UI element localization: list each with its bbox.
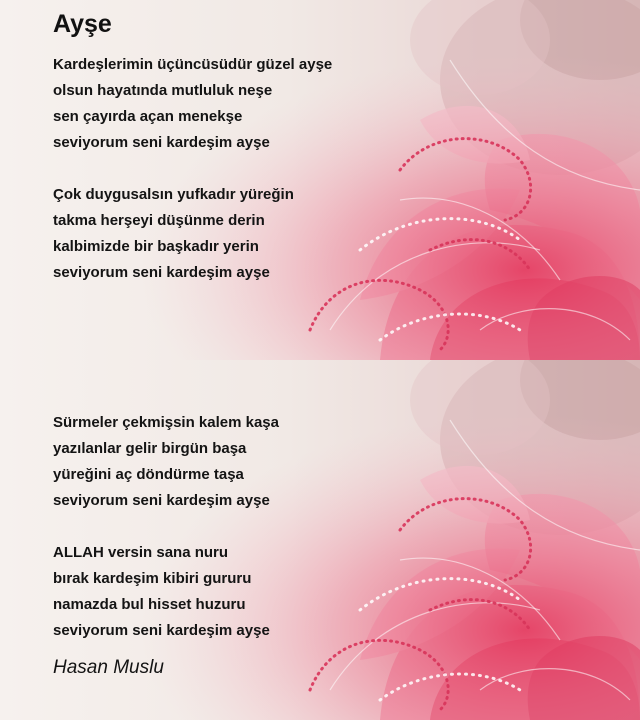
- stanza-4: [53, 540, 270, 644]
- stanza-2: [53, 182, 294, 286]
- poem-title: Ayşe: [53, 10, 112, 38]
- poem-line: seviyorum seni kardeşim ayşe: [53, 264, 270, 281]
- poem-line: olsun hayatında mutluluk neşe: [53, 82, 273, 99]
- poem-line: Kardeşlerimin üçüncüsüdür güzel ayşe: [53, 56, 333, 73]
- poem-line: bırak kardeşim kibiri gururu: [53, 570, 252, 587]
- poem-panel-bottom: [0, 360, 640, 720]
- poem-line: Sürmeler çekmişsin kalem kaşa: [53, 414, 279, 431]
- stanza-3: [53, 410, 279, 514]
- poem-line: takma herşeyi düşünme derin: [53, 212, 265, 229]
- poem-author: Hasan Muslu: [53, 657, 164, 678]
- poem-line: seviyorum seni kardeşim ayşe: [53, 622, 270, 639]
- poem-line: kalbimizde bir başkadır yerin: [53, 238, 259, 255]
- poem-line: yüreğini aç döndürme taşa: [53, 466, 244, 483]
- poem-line: sen çayırda açan menekşe: [53, 108, 243, 125]
- poem-line: ALLAH versin sana nuru: [53, 544, 229, 561]
- poem-line: yazılanlar gelir birgün başa: [53, 440, 247, 457]
- poem-line: namazda bul hisset huzuru: [53, 596, 246, 613]
- poem-line: seviyorum seni kardeşim ayşe: [53, 492, 270, 509]
- poem-line: seviyorum seni kardeşim ayşe: [53, 134, 270, 151]
- stanza-1: [53, 52, 332, 156]
- poem-line: Çok duygusalsın yufkadır yüreğin: [53, 186, 294, 203]
